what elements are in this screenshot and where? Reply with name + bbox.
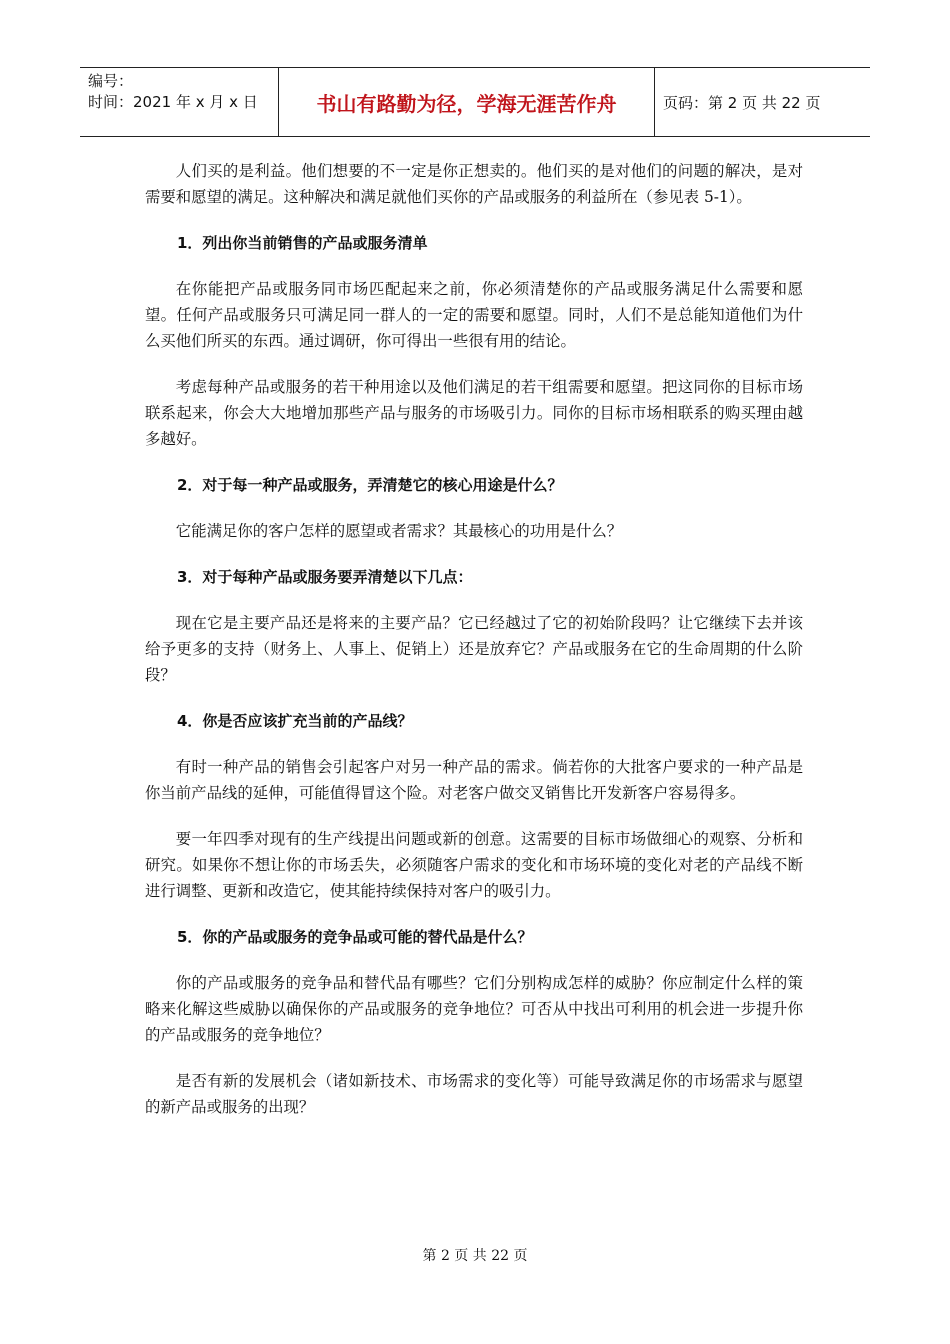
document-body [145, 158, 803, 1140]
paragraph: 在你能把产品或服务同市场匹配起来之前，你必须清楚你的产品或服务满足什么需要和愿望。任何产品或服务只可满足同一群人的一定的需要和愿望。同时，人们不是总能知道他们为什么买他们所买的东西。通过调研，你可得出一些很有用的结论。 [145, 280, 803, 350]
header-motto: 书山有路勤为径，学海无涯苦作舟 [279, 68, 655, 136]
time-label: 时间：2021 年 x 月 x 日 [88, 93, 258, 111]
paragraph: 是否有新的发展机会（诸如新技术、市场需求的变化等）可能导致满足你的市场需求与愿望的新产品或服务的出现？ [145, 1072, 803, 1116]
paragraph: 它能满足你的客户怎样的愿望或者需求？其最核心的功用是什么？ [175, 522, 623, 540]
page-header [80, 67, 870, 137]
section-heading: 5．你的产品或服务的竞争品或可能的替代品是什么？ [177, 928, 533, 946]
section-heading: 3．对于每种产品或服务要弄清楚以下几点： [177, 568, 473, 586]
header-page-label: 页码：第 2 页 共 22 页 [663, 93, 821, 112]
section-heading: 4．你是否应该扩充当前的产品线？ [177, 712, 413, 730]
paragraph: 有时一种产品的销售会引起客户对另一种产品的需求。倘若你的大批客户要求的一种产品是你当前产品线的延伸，可能值得冒这个险。对老客户做交叉销售比开发新客户容易得多。 [145, 758, 803, 802]
paragraph: 人们买的是利益。他们想要的不一定是你正想卖的。他们买的是对他们的问题的解决，是对需要和愿望的满足。这种解决和满足就他们买你的产品或服务的利益所在（参见表 5-1）。 [145, 162, 803, 206]
paragraph: 现在它是主要产品还是将来的主要产品？它已经越过了它的初始阶段吗？让它继续下去并该给予更多的支持（财务上、人事上、促销上）还是放弃它？产品或服务在它的生命周期的什么阶段？ [145, 614, 803, 684]
paragraph: 考虑每种产品或服务的若干种用途以及他们满足的若干组需要和愿望。把这同你的目标市场联系起来，你会大大地增加那些产品与服务的市场吸引力。同你的目标市场相联系的购买理由越多越好。 [145, 378, 803, 448]
section-heading: 2．对于每一种产品或服务，弄清楚它的核心用途是什么？ [177, 476, 563, 494]
paragraph: 你的产品或服务的竞争品和替代品有哪些？它们分别构成怎样的威胁？你应制定什么样的策略来化解这些威胁以确保你的产品或服务的竞争地位？可否从中找出可利用的机会进一步提升你的产品或服务的竞争地位？ [145, 974, 803, 1044]
number-label: 编号： [88, 72, 134, 90]
header-meta [80, 68, 279, 136]
page-footer: 第 2 页 共 22 页 [422, 1248, 528, 1264]
paragraph: 要一年四季对现有的生产线提出问题或新的创意。这需要的目标市场做细心的观察、分析和研究。如果你不想让你的市场丢失，必须随客户需求的变化和市场环境的变化对老的产品线不断进行调整、更新和改造它，使其能持续保持对客户的吸引力。 [145, 830, 803, 900]
section-heading: 1．列出你当前销售的产品或服务清单 [177, 234, 428, 252]
